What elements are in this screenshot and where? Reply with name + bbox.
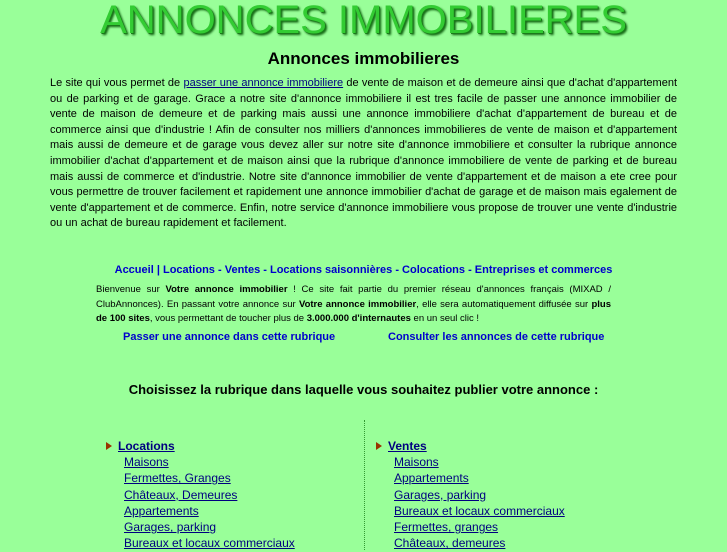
list-item[interactable]: Appartements — [124, 503, 199, 518]
post-ad-link[interactable]: passer une annonce immobiliere — [183, 77, 344, 89]
category-locations[interactable]: Locations — [106, 438, 295, 454]
intro-text-start: Le site qui vous permet de — [50, 77, 184, 89]
list-item[interactable]: Fermettes, granges — [394, 520, 499, 535]
list-item[interactable]: Garages, parking — [124, 520, 217, 535]
nav-accueil[interactable]: Accueil — [114, 264, 154, 276]
ventes-column — [376, 438, 565, 552]
column-divider — [364, 420, 365, 550]
list-item[interactable]: Châteaux, Demeures — [124, 487, 238, 502]
main-nav: Accueil | Locations - Ventes - Locations saisonnières - Colocations - Entreprises et commerces — [114, 264, 613, 276]
locations-column — [106, 438, 295, 552]
nav-locations[interactable]: Locations — [162, 264, 215, 276]
page-title: Annonces immobilieres — [267, 49, 460, 68]
category-ventes[interactable]: Ventes — [376, 438, 565, 454]
list-item[interactable]: Châteaux, demeures — [394, 536, 506, 551]
nav-entreprises-commerces[interactable]: Entreprises et commerces — [474, 264, 613, 276]
list-item[interactable]: Bureaux et locaux commerciaux — [394, 503, 565, 518]
choose-rubric-heading: Choisissez la rubrique dans laquelle vous souhaitez publier votre annonce : — [128, 382, 599, 397]
site-banner: ANNONCES IMMOBILIERES — [100, 0, 627, 42]
post-in-rubric-link[interactable]: Passer une annonce dans cette rubrique — [123, 331, 336, 343]
intro-paragraph — [50, 76, 677, 232]
browse-rubric-link[interactable]: Consulter les annonces de cette rubrique — [388, 331, 605, 343]
network-notice: Bienvenue sur Votre annonce immobilier ! Ce site fait partie du premier réseau d'annonces français (MIXAD / ClubAnnonces). En passant votre annonce sur Votre annonce immobilier, elle sera automatiquement diffusée sur plus de 100 sites, vous permettant de toucher plus de 3.000.000 d'internautes en un seul clic ! — [96, 284, 612, 324]
list-item[interactable]: Appartements — [394, 471, 469, 486]
bullet-arrow-icon — [376, 442, 382, 450]
nav-ventes[interactable]: Ventes — [224, 264, 261, 276]
list-item[interactable]: Maisons — [124, 455, 169, 469]
list-item[interactable]: Garages, parking — [394, 487, 487, 502]
nav-locations-saisonnieres[interactable]: Locations saisonnières — [269, 264, 393, 276]
list-item[interactable]: Bureaux et locaux commerciaux — [124, 536, 295, 551]
intro-text-end: de vente de maison et de demeure ainsi que d'achat d'appartement ou de parking et de garage. Grace a notre site d'annonce immobiliere il est tres facile de passer une annonce immobilier de vente de maison de demeure et de parking mais aussi une annonce immobiliere d'achat d'appartement de bureau et de commerce ainsi que d'industrie ! Afin de consulter nos milliers d'annonces immobilieres de vente de maison et d'appartement mais aussi de demeure et de garage vous devez aller sur notre site d'annonce immobiliere et consulter la rubrique annonce immobilier d'achat d'appartement et de maison ainsi que la rubrique d'annonce immobiliere de vente de parking et de bureau mais aussi de commerce et d'industrie. Notre site d'annonce immobilier de vente d'appartement et de maison a ete cree pour vous permettre de trouver facilement et rapidement une annonce immobilier d'achat de garage et de maison mais egalement de vente d'appartement et de commerce. Enfin, notre service d'annonce immobiliere vous propose de trouver une vente d'industrie ou un achat de bureau rapidement et facilement. — [50, 77, 677, 230]
list-item[interactable]: Maisons — [394, 455, 439, 469]
bullet-arrow-icon — [106, 442, 112, 450]
nav-colocations[interactable]: Colocations — [402, 264, 465, 276]
list-item[interactable]: Fermettes, Granges — [124, 471, 231, 486]
